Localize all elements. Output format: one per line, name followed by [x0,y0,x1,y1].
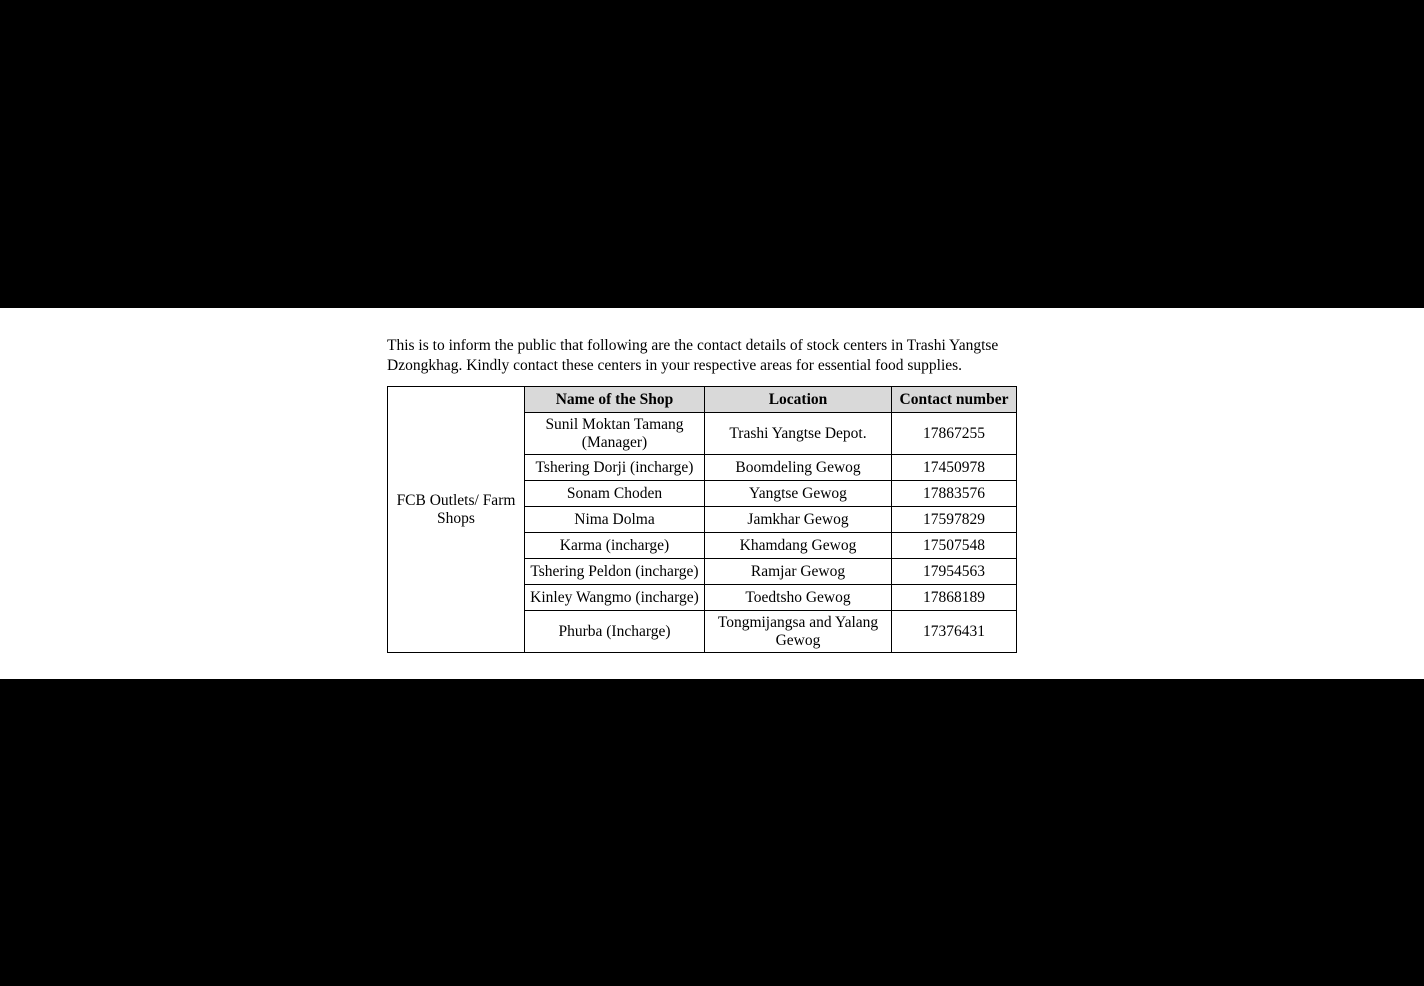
contact-cell: 17883576 [892,481,1017,507]
contact-cell: 17507548 [892,533,1017,559]
contact-cell: 17954563 [892,559,1017,585]
location-cell: Boomdeling Gewog [705,455,892,481]
location-cell: Tongmijangsa and Yalang Gewog [705,611,892,653]
header-contact: Contact number [892,387,1017,413]
letterbox-top [0,0,1424,308]
stock-centers-table [387,386,1017,653]
document-page [0,308,1424,679]
location-cell: Khamdang Gewog [705,533,892,559]
location-cell: Jamkhar Gewog [705,507,892,533]
category-cell: FCB Outlets/ Farm Shops [388,387,525,653]
contact-cell: 17868189 [892,585,1017,611]
shop-name-cell: Sonam Choden [525,481,705,507]
contact-cell: 17597829 [892,507,1017,533]
location-cell: Yangtse Gewog [705,481,892,507]
header-name: Name of the Shop [525,387,705,413]
contact-cell: 17450978 [892,455,1017,481]
shop-name-cell: Nima Dolma [525,507,705,533]
shop-name-cell: Tshering Peldon (incharge) [525,559,705,585]
contact-cell: 17376431 [892,611,1017,653]
shop-name-cell: Phurba (Incharge) [525,611,705,653]
notice-paragraph: This is to inform the public that following are the contact details of stock centers in Trashi Yangtse Dzongkhag. Kindly contact these centers in your respective areas for essential food supplies. [387,337,999,374]
shop-name-cell: Kinley Wangmo (incharge) [525,585,705,611]
letterbox-bottom [0,679,1424,986]
location-cell: Trashi Yangtse Depot. [705,413,892,455]
shop-name-cell: Sunil Moktan Tamang (Manager) [525,413,705,455]
shop-name-cell: Tshering Dorji (incharge) [525,455,705,481]
location-cell: Toedtsho Gewog [705,585,892,611]
location-cell: Ramjar Gewog [705,559,892,585]
contact-cell: 17867255 [892,413,1017,455]
shop-name-cell: Karma (incharge) [525,533,705,559]
header-location: Location [705,387,892,413]
table-header-row [388,387,1017,413]
